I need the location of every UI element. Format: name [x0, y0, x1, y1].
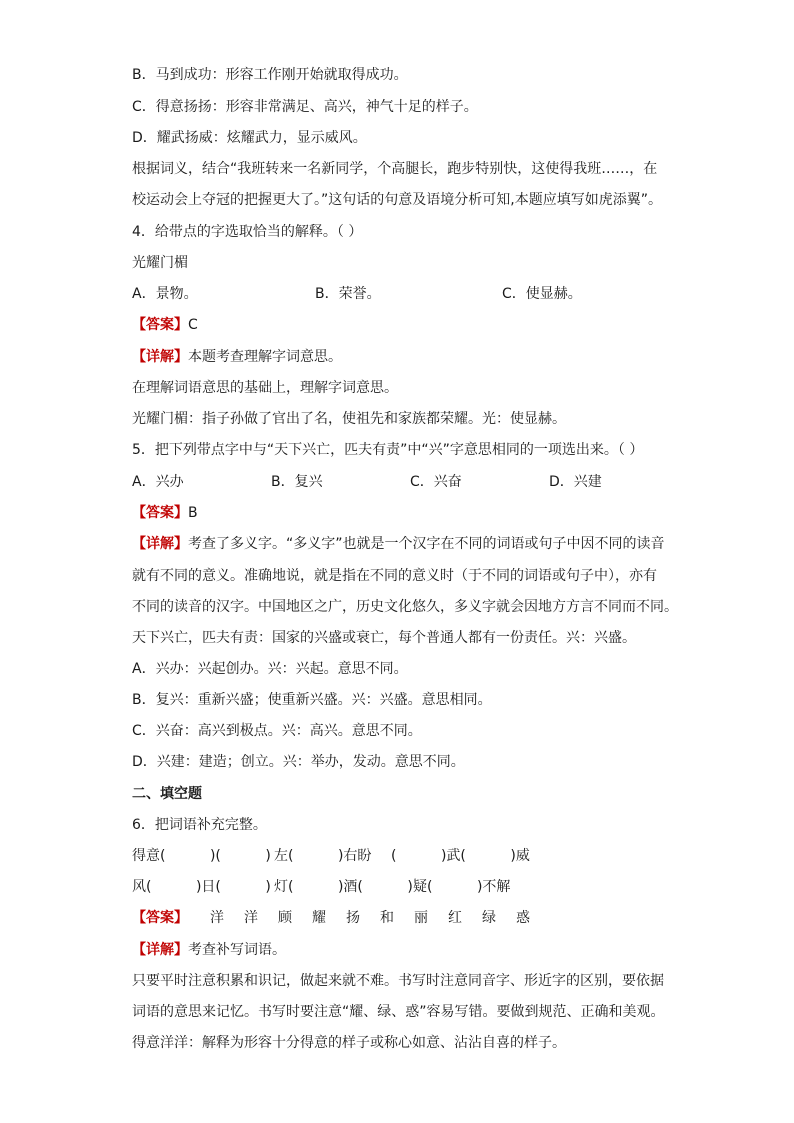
- q4-explanation-1: 在理解词语意思的基础上，理解字词意思。: [132, 380, 398, 396]
- option-d-line: D．耀武扬威：炫耀武力，显示威风。: [132, 130, 367, 146]
- q6-blank-3: ( )武( )威: [391, 848, 530, 864]
- q6-answer: 顾: [278, 910, 292, 926]
- q6-explanation-1: 只要平时注意积累和识记，做起来就不难。书写时注意同音字、形近字的区别，要依据: [132, 973, 664, 989]
- q4-answer: C: [188, 317, 198, 333]
- question-6: 6．把词语补充完整。: [132, 817, 267, 833]
- q6-blank-6: 疑( )不解: [413, 879, 511, 895]
- q4-detail-line: [132, 348, 342, 366]
- detail-tag: 【详解】: [132, 349, 188, 365]
- analysis-line-2: 校运动会上夺冠的把握更大了。”这句话的句意及语境分析可知,本题应填写如虎添翼”。: [132, 192, 662, 208]
- question-4-word: 光耀门楣: [132, 255, 188, 271]
- q5-explanation-2: 不同的读音的汉字。中国地区之广，历史文化悠久，多义字就会因地方方言不同而不同。: [132, 599, 678, 615]
- option-c-line: C．得意扬扬：形容非常满足、高兴，神气十足的样子。: [132, 99, 478, 115]
- q6-answer: 扬: [346, 910, 360, 926]
- q6-answer: 洋: [244, 910, 258, 926]
- q5-answer: B: [188, 505, 198, 521]
- q5-answer-line: [132, 504, 198, 522]
- q6-detail-line: [132, 941, 286, 959]
- answer-tag: 【答案】: [132, 317, 188, 333]
- detail-tag: 【详解】: [132, 536, 188, 552]
- q5-analysis-a: A．兴办：兴起创办。兴：兴起。意思不同。: [132, 661, 408, 677]
- q4-detail: 本题考查理解字词意思。: [188, 349, 342, 365]
- q5-explanation-3: 天下兴亡，匹夫有责：国家的兴盛或衰亡，每个普通人都有一份责任。兴：兴盛。: [132, 630, 636, 646]
- q6-explanation-2: 词语的意思来记忆。书写时要注意“耀、绿、惑”容易写错。要做到规范、正确和美观。: [132, 1004, 665, 1020]
- q6-blank-4: 风( )日( ): [132, 879, 271, 895]
- q6-blank-row-1: [132, 847, 530, 865]
- q6-answer: 惑: [516, 910, 530, 926]
- question-4: 4．给带点的字选取恰当的解释。（ ）: [132, 224, 363, 240]
- q6-answer: 耀: [312, 910, 326, 926]
- q6-detail: 考查补写词语。: [188, 942, 286, 958]
- q5-detail: 考查了多义字。“多义字”也就是一个汉字在不同的词语或句子中因不同的读音: [188, 536, 665, 552]
- q6-answer: 红: [448, 910, 462, 926]
- q6-blank-2: 左( )右盼: [274, 848, 372, 864]
- q4-option-b: B．荣誉。: [315, 286, 381, 302]
- q4-explanation-2: 光耀门楣：指子孙做了官出了名，使祖先和家族都荣耀。光：使显赫。: [132, 411, 566, 427]
- q6-explanation-3: 得意洋洋：解释为形容十分得意的样子或称心如意、沾沾自喜的样子。: [132, 1035, 566, 1051]
- section-heading: 二、填空题: [132, 786, 202, 802]
- q6-answer: 洋: [210, 910, 224, 926]
- option-b-line: B．马到成功：形容工作刚开始就取得成功。: [132, 67, 408, 83]
- q4-option-c: C．使显赫。: [502, 286, 582, 302]
- q5-detail-line: [132, 535, 665, 553]
- answer-tag: 【答案】: [132, 505, 188, 521]
- q6-answer: 和: [380, 910, 394, 926]
- q5-option-a: A．兴办: [132, 474, 184, 490]
- question-5-options: [132, 473, 602, 491]
- q6-answer-line: [132, 909, 540, 927]
- q6-blank-5: 灯( )酒( ): [274, 879, 413, 895]
- analysis-line-1: 根据词义，结合“我班转来一名新同学，个高腿长，跑步特别快，这使得我班……，在: [132, 161, 658, 177]
- q5-analysis-d: D．兴建：建造；创立。兴：举办，发动。意思不同。: [132, 754, 465, 770]
- q6-answers: [200, 910, 540, 926]
- q4-option-a: A．景物。: [132, 286, 198, 302]
- q4-answer-line: [132, 316, 198, 334]
- q5-option-d: D．兴建: [549, 474, 602, 490]
- q5-option-c: C．兴奋: [410, 474, 462, 490]
- answer-tag: 【答案】: [132, 910, 188, 926]
- q6-answer: 丽: [414, 910, 428, 926]
- q5-option-b: B．复兴: [271, 474, 323, 490]
- question-4-options: [132, 285, 582, 303]
- detail-tag: 【详解】: [132, 942, 188, 958]
- q5-analysis-c: C．兴奋：高兴到极点。兴：高兴。意思不同。: [132, 723, 422, 739]
- q5-explanation-1: 就有不同的意义。准确地说，就是指在不同的意义时（于不同的词语或句子中），亦有: [132, 568, 657, 584]
- q6-blank-1: 得意( )( ): [132, 848, 271, 864]
- q6-answer: 绿: [482, 910, 496, 926]
- question-5: 5．把下列带点字中与“天下兴亡，匹夫有责”中“兴”字意思相同的一项选出来。（ ）: [132, 442, 644, 458]
- q5-analysis-b: B．复兴：重新兴盛；使重新兴盛。兴：兴盛。意思相同。: [132, 692, 492, 708]
- q6-blank-row-2: [132, 878, 510, 896]
